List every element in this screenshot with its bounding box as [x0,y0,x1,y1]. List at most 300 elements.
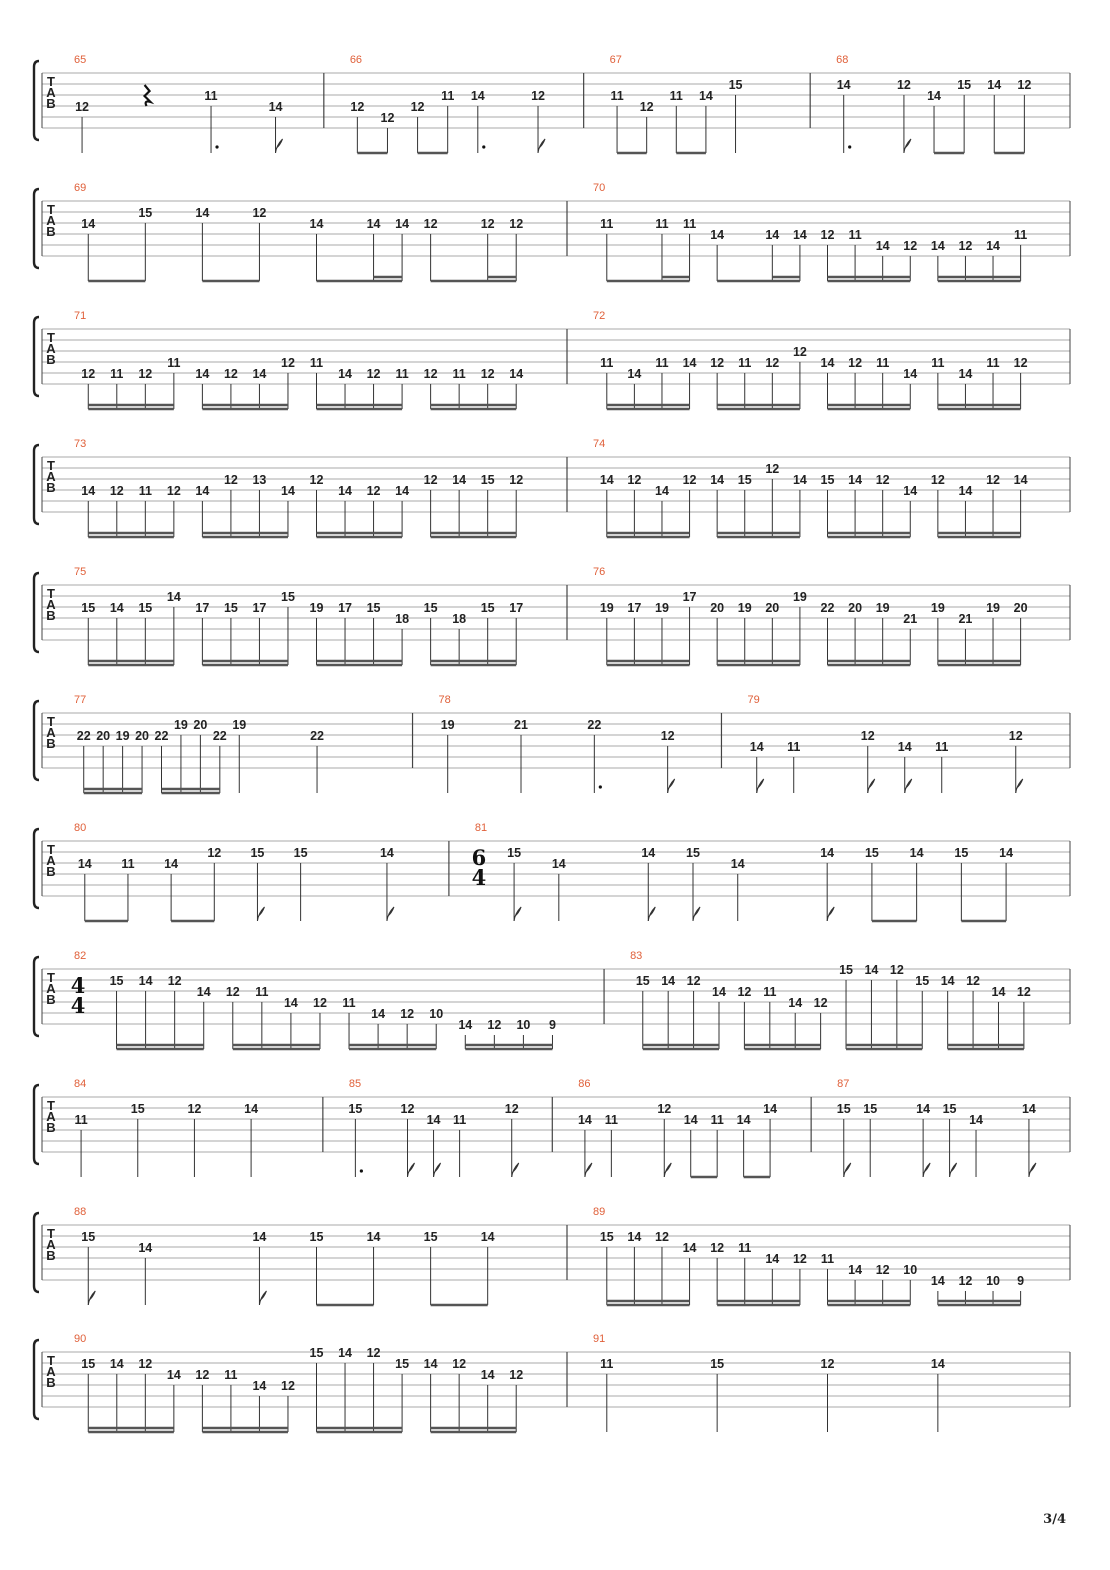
fret-number: 15 [686,846,700,860]
fret-number: 12 [710,356,725,370]
fret-number: 11 [935,740,949,754]
fret-number: 12 [75,100,90,114]
tab-clef-letter: B [46,864,56,879]
fret-number: 12 [875,1263,890,1277]
fret-number: 14 [366,1230,381,1244]
fret-number: 14 [736,1113,751,1127]
time-signature-top: 6 [471,845,487,870]
fret-number: 14 [930,1357,945,1371]
tab-clef-letter: T [47,842,55,857]
fret-number: 14 [875,239,890,253]
fret-number: 11 [224,1368,238,1382]
fret-number: 12 [380,111,395,125]
fret-number: 12 [423,217,438,231]
fret-number: 14 [338,1346,352,1360]
fret-number: 15 [293,846,308,860]
fret-number: 11 [204,89,218,103]
fret-number: 12 [686,974,701,988]
fret-number: 15 [915,974,930,988]
fret-number: 14 [195,206,210,220]
tab-clef-letter: T [47,1098,55,1113]
fret-number: 15 [836,1102,851,1116]
eighth-flag [407,1163,414,1177]
eighth-flag [1016,779,1023,793]
fret-number: 19 [599,601,614,615]
fret-number: 12 [366,484,381,498]
measure-number: 74 [593,438,606,450]
fret-number: 14 [77,857,92,871]
fret-number: 12 [281,1379,295,1393]
measure-number: 70 [593,182,606,194]
eighth-flag [276,139,283,153]
fret-number: 22 [587,718,602,732]
fret-number: 14 [281,484,295,498]
fret-number: 20 [848,601,863,615]
measure-number: 79 [747,694,760,706]
fret-number: 18 [395,612,410,626]
system-bracket [34,1085,39,1164]
tab-clef-letter: B [46,96,56,111]
fret-number: 20 [135,729,150,743]
fret-number: 11 [255,985,269,999]
fret-number: 14 [627,1230,642,1244]
tab-clef-letter: B [46,224,56,239]
fret-number: 14 [792,473,807,487]
fret-number: 14 [916,1102,931,1116]
fret-number: 20 [1013,601,1028,615]
fret-number: 14 [166,590,181,604]
fret-number: 12 [366,367,381,381]
fret-number: 12 [252,206,267,220]
fret-number: 12 [966,974,981,988]
tab-clef-letter: A [46,1364,56,1379]
fret-number: 12 [410,100,425,114]
fret-number: 14 [395,484,410,498]
fret-number: 15 [250,846,265,860]
fret-number: 14 [682,356,697,370]
fret-number: 19 [737,601,752,615]
fret-number: 14 [909,846,924,860]
fret-number: 22 [820,601,835,615]
fret-number: 12 [1017,78,1032,92]
measure-number: 68 [836,54,849,66]
measure-number: 65 [74,54,87,66]
fret-number: 15 [864,846,879,860]
eighth-flag [514,907,521,921]
fret-number: 15 [138,206,153,220]
system-bracket [34,1213,39,1292]
fret-number: 14 [848,1263,863,1277]
fret-number: 14 [379,846,394,860]
tab-clef-letter: T [47,330,55,345]
fret-number: 14 [452,473,467,487]
fret-number: 12 [710,1241,725,1255]
fret-number: 14 [940,974,955,988]
fret-number: 12 [820,1357,835,1371]
fret-number: 15 [954,846,969,860]
fret-number: 17 [627,601,642,615]
tab-clef-letter: T [47,1353,55,1368]
fret-number: 14 [627,367,642,381]
tab-clef-letter: A [46,341,56,356]
fret-number: 14 [338,367,352,381]
measure-number: 82 [74,950,87,962]
fret-number: 14 [765,228,780,242]
fret-number: 10 [429,1007,444,1021]
fret-number: 12 [765,462,780,476]
fret-number: 21 [514,718,528,732]
fret-number: 14 [81,484,96,498]
fret-number: 14 [371,1007,386,1021]
fret-number: 15 [507,846,522,860]
fret-number: 15 [710,1357,725,1371]
fret-number: 12 [509,473,524,487]
fret-number: 11 [309,356,324,370]
tab-clef-letter: A [46,213,56,228]
eighth-flag [538,139,545,153]
fret-number: 12 [660,729,675,743]
measure-number: 86 [578,1078,591,1090]
fret-number: 12 [682,473,697,487]
fret-number: 11 [787,740,801,754]
fret-number: 10 [516,1018,531,1032]
fret-number: 12 [889,963,904,977]
fret-number: 12 [366,1346,381,1360]
fret-number: 17 [509,601,524,615]
fret-number: 14 [1013,473,1028,487]
fret-number: 12 [452,1357,467,1371]
tab-clef-letter: B [46,1120,56,1135]
fret-number: 14 [458,1018,473,1032]
fret-number: 14 [991,985,1006,999]
measure-number: 89 [593,1206,606,1218]
fret-number: 19 [986,601,1000,615]
fret-number: 10 [903,1263,918,1277]
fret-number: 12 [350,100,365,114]
fret-number: 12 [487,1018,502,1032]
fret-number: 14 [848,473,863,487]
fret-number: 12 [627,473,642,487]
fret-number: 19 [930,601,945,615]
fret-number: 11 [110,367,124,381]
fret-number: 15 [81,601,96,615]
fret-number: 14 [138,974,153,988]
fret-number: 15 [366,601,381,615]
eighth-flag [387,907,394,921]
fret-number: 11 [986,356,1000,370]
fret-number: 12 [423,367,438,381]
fret-number: 19 [655,601,669,615]
fret-number: 14 [309,217,324,231]
tab-clef-letter: B [46,608,56,623]
system-bracket [34,1340,39,1419]
fret-number: 15 [820,473,835,487]
fret-number: 14 [710,228,725,242]
fret-number: 12 [531,89,545,103]
fret-number: 11 [682,217,697,231]
fret-number: 14 [820,846,835,860]
system-bracket [34,61,39,140]
system-bracket [34,957,39,1036]
fret-number: 19 [309,601,324,615]
fret-number: 15 [281,590,295,604]
fret-number: 12 [792,1252,807,1266]
fret-number: 15 [599,1230,614,1244]
fret-number: 14 [792,228,807,242]
fret-number: 12 [860,729,875,743]
fret-number: 11 [931,356,945,370]
fret-number: 11 [121,857,135,871]
fret-number: 11 [610,89,624,103]
eighth-flag [1029,1163,1036,1177]
fret-number: 11 [74,1113,88,1127]
fret-number: 12 [958,1274,973,1288]
fret-number: 12 [820,228,835,242]
tab-clef-letter: B [46,352,56,367]
fret-number: 15 [863,1102,878,1116]
system-bracket [34,829,39,908]
fret-number: 17 [338,601,352,615]
fret-number: 11 [342,996,356,1010]
measure-number: 90 [74,1333,87,1345]
fret-number: 15 [130,1102,145,1116]
fret-number: 14 [958,367,973,381]
tab-clef-letter: T [47,586,55,601]
eighth-flag [648,907,655,921]
fret-number: 11 [600,356,614,370]
time-signature-bottom: 4 [70,993,86,1018]
fret-number: 12 [423,473,438,487]
tab-clef-letter: A [46,469,56,484]
fret-number: 11 [876,356,890,370]
fret-number: 14 [987,78,1002,92]
fret-number: 12 [792,345,807,359]
tab-clef-letter: A [46,597,56,612]
fret-number: 14 [788,996,803,1010]
fret-number: 20 [96,729,111,743]
fret-number: 12 [848,356,863,370]
fret-number: 12 [875,473,890,487]
time-signature-top: 4 [70,973,86,998]
fret-number: 14 [710,473,725,487]
fret-number: 14 [1021,1102,1036,1116]
fret-number: 12 [480,367,495,381]
fret-number: 12 [896,78,911,92]
fret-number: 14 [164,857,179,871]
fret-number: 12 [225,985,240,999]
fret-number: 19 [115,729,130,743]
fret-number: 14 [509,367,524,381]
fret-number: 15 [480,601,495,615]
fret-number: 12 [138,1357,153,1371]
tab-clef-letter: T [47,458,55,473]
eighth-flag [664,1163,671,1177]
fret-number: 15 [81,1230,96,1244]
system-bracket [34,189,39,268]
fret-number: 12 [313,996,327,1010]
fret-number: 15 [309,1230,324,1244]
fret-number: 14 [252,1379,267,1393]
fret-number: 18 [452,612,467,626]
fret-number: 19 [173,718,188,732]
tab-clef-letter: A [46,981,56,996]
fret-number: 14 [969,1113,983,1127]
fret-number: 14 [283,996,298,1010]
fret-number: 14 [470,89,485,103]
fret-number: 15 [728,78,743,92]
fret-number: 22 [154,729,169,743]
fret-number: 14 [599,473,614,487]
fret-number: 14 [480,1368,495,1382]
fret-number: 12 [655,1230,669,1244]
fret-number: 11 [820,1252,835,1266]
fret-number: 12 [509,217,524,231]
fret-number: 15 [423,601,438,615]
fret-number: 11 [738,356,752,370]
eighth-flag [905,779,912,793]
fret-number: 11 [763,985,777,999]
measure-number: 72 [593,310,606,322]
measure-number: 78 [438,694,451,706]
fret-number: 20 [765,601,780,615]
tab-clef-letter: A [46,1109,56,1124]
tab-clef-letter: A [46,1237,56,1252]
fret-number: 14 [244,1102,259,1116]
measure-number: 80 [74,822,87,834]
fret-number: 14 [81,217,96,231]
fret-number: 12 [187,1102,202,1116]
tab-clef-letter: B [46,480,56,495]
fret-number: 14 [395,217,410,231]
fret-number: 20 [193,718,208,732]
fret-number: 15 [109,974,124,988]
fret-number: 15 [395,1357,410,1371]
measure-number: 73 [74,438,87,450]
fret-number: 14 [903,367,918,381]
augmentation-dot [215,145,218,148]
eighth-flag [512,1163,519,1177]
fret-number: 14 [765,1252,780,1266]
fret-number: 21 [958,612,973,626]
fret-number: 22 [212,729,227,743]
page-number: 3/4 [1043,1512,1066,1527]
eighth-flag [844,1163,851,1177]
fret-number: 11 [167,356,181,370]
fret-number: 11 [452,367,466,381]
measure-number: 75 [74,566,87,578]
fret-number: 11 [848,228,862,242]
measure-number: 77 [74,694,87,706]
fret-number: 12 [1013,356,1028,370]
eighth-flag [868,779,875,793]
fret-number: 14 [930,239,945,253]
tab-clef-letter: B [46,992,56,1007]
fret-number: 11 [600,1357,614,1371]
fret-number: 19 [875,601,890,615]
eighth-flag [693,907,700,921]
fret-number: 14 [999,846,1014,860]
fret-number: 12 [737,985,752,999]
tab-clef-letter: T [47,970,55,985]
fret-number: 12 [166,484,181,498]
fret-number: 12 [657,1102,672,1116]
fret-number: 15 [309,1346,324,1360]
eighth-flag [88,1291,95,1305]
fret-number: 15 [423,1230,438,1244]
fret-number: 14 [577,1113,592,1127]
tab-clef-letter: A [46,725,56,740]
fret-number: 12 [81,367,96,381]
fret-number: 14 [426,1113,441,1127]
fret-number: 14 [109,601,124,615]
fret-number: 11 [395,367,409,381]
fret-number: 12 [400,1007,415,1021]
measure-number: 67 [609,54,622,66]
augmentation-dot [599,785,602,788]
fret-number: 14 [820,356,835,370]
fret-number: 9 [548,1018,556,1032]
fret-number: 12 [504,1102,519,1116]
measure-number: 85 [348,1078,362,1090]
fret-number: 12 [930,473,945,487]
fret-number: 9 [1017,1274,1025,1288]
fret-number: 12 [400,1102,415,1116]
fret-number: 11 [138,484,152,498]
fret-number: 15 [839,963,853,977]
fret-number: 15 [81,1357,96,1371]
time-signature-bottom: 4 [471,865,487,890]
fret-number: 12 [509,1368,524,1382]
fret-number: 15 [223,601,238,615]
fret-number: 14 [480,1230,495,1244]
fret-number: 11 [669,89,683,103]
fret-number: 19 [792,590,807,604]
fret-number: 11 [441,89,455,103]
eighth-flag [585,1163,592,1177]
fret-number: 12 [223,367,238,381]
tab-clef-letter: T [47,1226,55,1241]
system-bracket [34,317,39,396]
fret-number: 14 [661,974,676,988]
fret-number: 12 [958,239,973,253]
fret-number: 14 [864,963,879,977]
fret-number: 14 [927,89,941,103]
fret-number: 14 [930,1274,945,1288]
fret-number: 11 [655,356,669,370]
fret-number: 14 [138,1241,153,1255]
fret-number: 21 [903,612,918,626]
augmentation-dot [482,145,485,148]
fret-number: 15 [138,601,153,615]
fret-number: 12 [765,356,780,370]
fret-number: 14 [551,857,566,871]
tab-clef-letter: B [46,1375,56,1390]
fret-number: 17 [195,601,210,615]
fret-number: 22 [76,729,91,743]
fret-number: 11 [655,217,669,231]
fret-number: 15 [635,974,650,988]
fret-number: 15 [942,1102,957,1116]
fret-number: 14 [958,484,973,498]
fret-number: 14 [683,1113,698,1127]
eighth-flag [668,779,675,793]
fret-number: 12 [1008,729,1023,743]
measure-number: 88 [74,1206,87,1218]
fret-number: 14 [698,89,713,103]
fret-number: 12 [109,484,124,498]
system-bracket [34,445,39,524]
eighth-flag [827,907,834,921]
